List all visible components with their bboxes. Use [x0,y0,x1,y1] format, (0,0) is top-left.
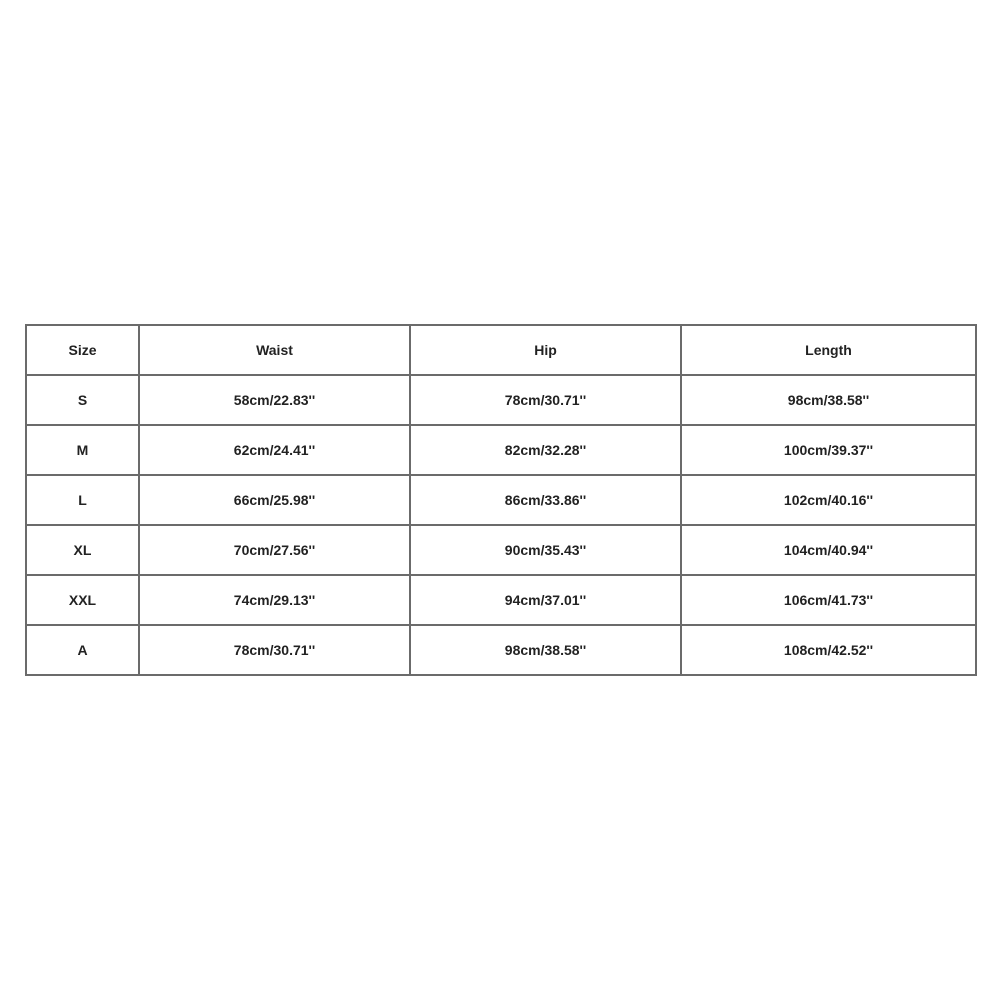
header-size: Size [26,325,139,375]
cell-size: A [26,625,139,675]
table-row [26,575,976,625]
cell-length: 106cm/41.73'' [681,575,976,625]
cell-waist: 62cm/24.41'' [139,425,410,475]
cell-size: M [26,425,139,475]
table-row [26,525,976,575]
table-header-row [26,325,976,375]
cell-waist: 66cm/25.98'' [139,475,410,525]
cell-waist: 78cm/30.71'' [139,625,410,675]
cell-size: XL [26,525,139,575]
size-chart-table [25,324,977,676]
table-row [26,375,976,425]
cell-hip: 78cm/30.71'' [410,375,681,425]
cell-hip: 90cm/35.43'' [410,525,681,575]
cell-hip: 82cm/32.28'' [410,425,681,475]
cell-length: 102cm/40.16'' [681,475,976,525]
cell-length: 104cm/40.94'' [681,525,976,575]
cell-waist: 70cm/27.56'' [139,525,410,575]
header-hip: Hip [410,325,681,375]
table-row [26,625,976,675]
header-waist: Waist [139,325,410,375]
cell-size: XXL [26,575,139,625]
cell-length: 100cm/39.37'' [681,425,976,475]
table-row [26,425,976,475]
cell-waist: 74cm/29.13'' [139,575,410,625]
cell-hip: 94cm/37.01'' [410,575,681,625]
cell-size: S [26,375,139,425]
cell-hip: 86cm/33.86'' [410,475,681,525]
header-length: Length [681,325,976,375]
cell-hip: 98cm/38.58'' [410,625,681,675]
cell-size: L [26,475,139,525]
cell-length: 98cm/38.58'' [681,375,976,425]
cell-length: 108cm/42.52'' [681,625,976,675]
cell-waist: 58cm/22.83'' [139,375,410,425]
table-row [26,475,976,525]
